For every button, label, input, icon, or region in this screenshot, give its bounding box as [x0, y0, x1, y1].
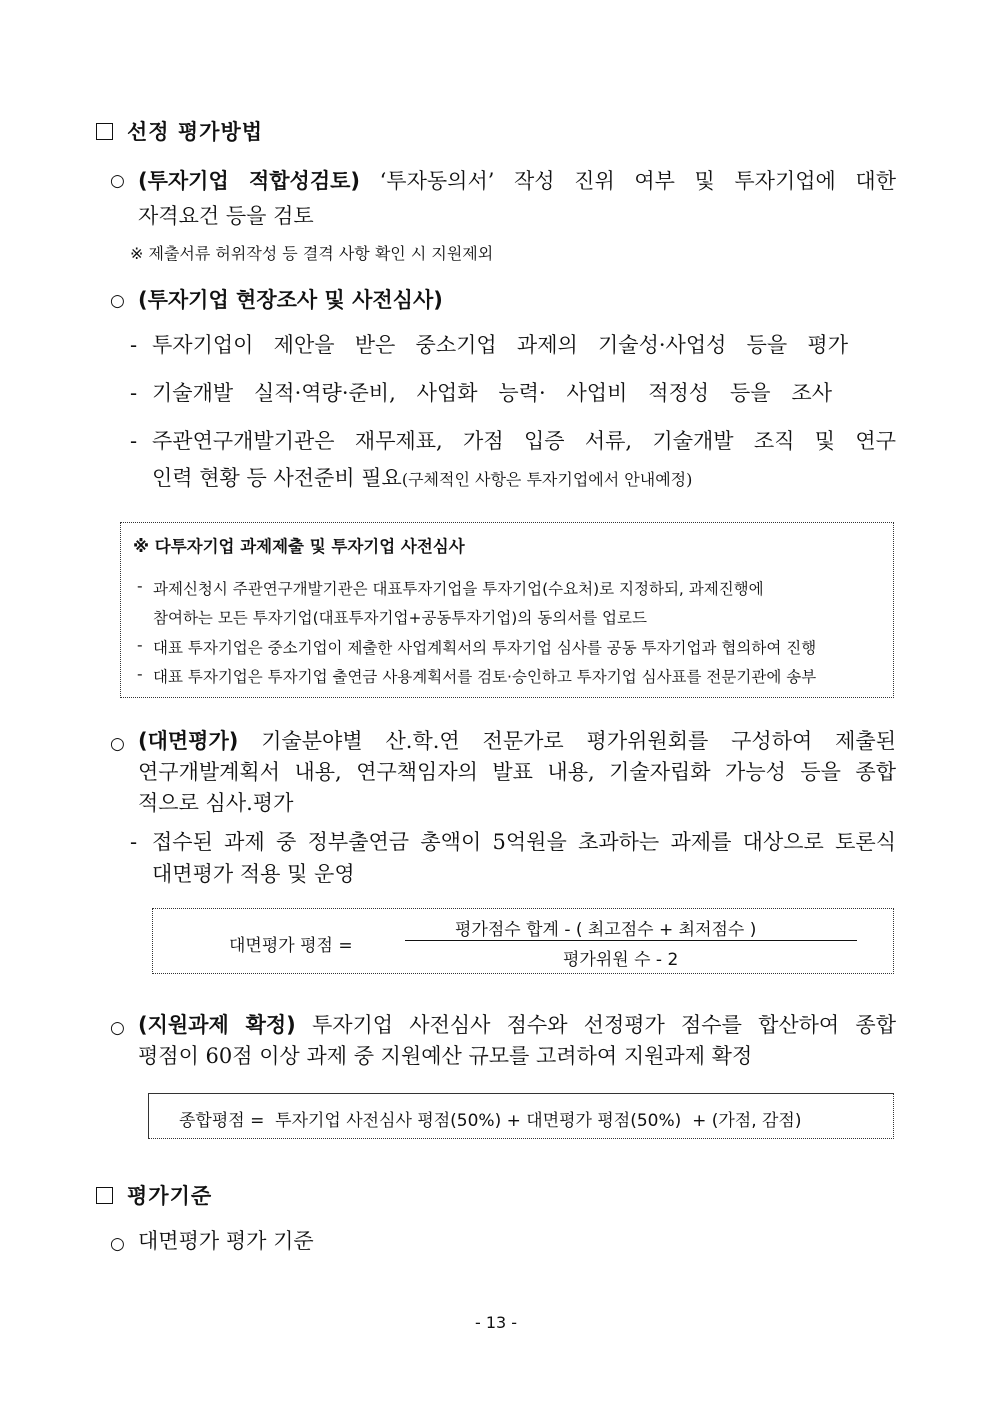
note-box-title: ※ 다투자기업 과제제출 및 투자기업 사전심사: [133, 537, 465, 556]
note-box-line-1b: 참여하는 모든 투자기업(대표투자기업+공동투자기업)의 동의서를 업로드: [153, 609, 647, 627]
item-3-detail-1-line-2: 대면평가 적용 및 운영: [152, 862, 355, 886]
item-4-line-2: 평점이 60점 이상 과제 중 지원예산 규모를 고려하여 지원과제 확정: [138, 1044, 753, 1068]
note-box-line-1: 과제신청시 주관연구개발기관은 대표투자기업을 투자기업(수요처)로 지정하되, 과제진행에: [153, 580, 764, 598]
item-5: 대면평가 평가 기준: [138, 1229, 314, 1253]
formula-box-total-score: [148, 1093, 894, 1139]
section-title-criteria: 평가기준: [96, 1180, 212, 1210]
item-2-detail-3-line-2: 인력 현황 등 사전준비 필요(구체적인 사항은 투자기업에서 안내예정): [152, 466, 693, 490]
square-bullet-icon: [96, 1187, 113, 1204]
circle-bullet-icon: ○: [110, 291, 125, 311]
item-1-line-1: (투자기업 적합성검토) ‘투자동의서’ 작성 진위 여부 및 투자기업에 대한: [138, 169, 896, 193]
section-title-selection-method: 선정 평가방법: [96, 116, 263, 146]
circle-bullet-icon: ○: [110, 171, 125, 191]
item-3-line-2: 연구개발계획서 내용, 연구책임자의 발표 내용, 기술자립화 가능성 등을 종합: [138, 760, 896, 784]
formula-lhs: 대면평가 평점 =: [229, 936, 353, 956]
formula-box-interview-score: [152, 908, 894, 974]
dash-icon: -: [130, 333, 138, 357]
item-3-detail-1-line-1: 접수된 과제 중 정부출연금 총액이 5억원을 초과하는 과제를 대상으로 토론식: [152, 830, 896, 854]
note-box-line-3: 대표 투자기업은 투자기업 출연금 사용계획서를 검토·승인하고 투자기업 심사표를 전문기관에 송부: [153, 668, 817, 686]
dash-icon: -: [130, 381, 138, 405]
dash-icon: -: [130, 429, 138, 453]
fraction-bar: [405, 940, 857, 941]
dash-icon: -: [137, 577, 143, 595]
circle-bullet-icon: ○: [110, 734, 125, 754]
item-3-line-3: 적으로 심사.평가: [138, 791, 294, 815]
item-2-head: (투자기업 현장조사 및 사전심사): [138, 288, 443, 312]
formula-total-text: 종합평점 = 투자기업 사전심사 평점(50%) + 대면평가 평점(50%) + (가점, 감점): [179, 1111, 802, 1131]
dash-icon: -: [130, 830, 138, 854]
item-2-detail-3-line-1: 주관연구개발기관은 재무제표, 가점 입증 서류, 기술개발 조직 및 연구: [152, 429, 896, 453]
item-3-line-1: (대면평가) 기술분야별 산.학.연 전문가로 평가위원회를 구성하여 제출된: [138, 729, 896, 753]
page-number: - 13 -: [474, 1313, 518, 1332]
circle-bullet-icon: ○: [110, 1234, 125, 1254]
note-box-line-2: 대표 투자기업은 중소기업이 제출한 사업계획서의 투자기업 심사를 공동 투자기업과 협의하여 진행: [153, 639, 817, 657]
formula-denominator: 평가위원 수 - 2: [563, 950, 679, 970]
item-1-line-2: 자격요건 등을 검토: [138, 204, 314, 228]
square-bullet-icon: [96, 123, 113, 140]
formula-numerator: 평가점수 합계 - ( 최고점수 + 최저점수 ): [455, 920, 757, 940]
circle-bullet-icon: ○: [110, 1018, 125, 1038]
item-4-line-1: (지원과제 확정) 투자기업 사전심사 점수와 선정평가 점수를 합산하여 종합: [138, 1013, 896, 1037]
item-1-note: ※ 제출서류 허위작성 등 결격 사항 확인 시 지원제외: [130, 244, 494, 263]
item-2-detail-1: 투자기업이 제안을 받은 중소기업 과제의 기술성·사업성 등을 평가: [152, 333, 848, 357]
dash-icon: -: [137, 636, 143, 654]
note-box-multi-investor: [120, 522, 894, 698]
dash-icon: -: [137, 665, 143, 683]
item-2-detail-2: 기술개발 실적·역량·준비, 사업화 능력· 사업비 적정성 등을 조사: [152, 381, 832, 405]
